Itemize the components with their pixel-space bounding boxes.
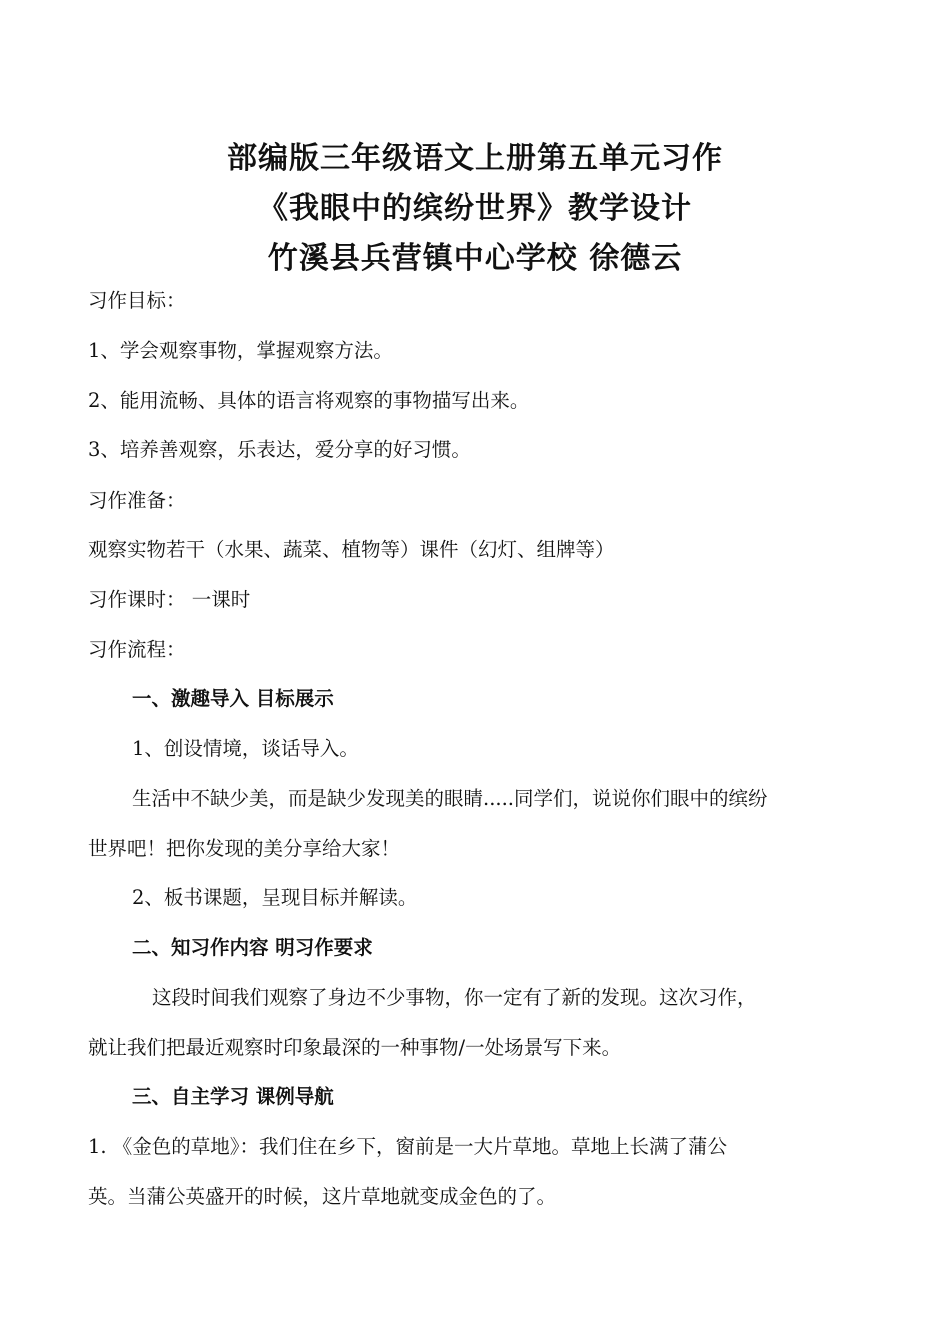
- prep-text: 观察实物若干（水果、蔬菜、植物等）课件（幻灯、组牌等）: [88, 538, 615, 561]
- section-2-heading: 二、知习作内容 明习作要求: [132, 936, 373, 959]
- title-line-3: 竹溪县兵营镇中心学校 徐德云: [267, 241, 683, 276]
- section-3-paragraph-line-1: 1. 《金色的草地》：我们住在乡下，窗前是一大片草地。草地上长满了蒲公: [88, 1135, 728, 1158]
- section-1-paragraph-line-1: 生活中不缺少美，而是缺少发现美的眼睛.....同学们，说说你们眼中的缤纷: [132, 787, 768, 810]
- section-1-step-2: 2、板书课题，呈现目标并解读。: [132, 886, 418, 909]
- goals-heading: 习作目标：: [88, 289, 186, 312]
- section-1-heading: 一、激趣导入 目标展示: [132, 687, 334, 710]
- goal-item-3: 3、培养善观察，乐表达，爱分享的好习惯。: [88, 438, 471, 461]
- section-1-step-1: 1、创设情境，谈话导入。: [132, 737, 359, 760]
- goal-item-2: 2、能用流畅、具体的语言将观察的事物描写出来。: [88, 389, 530, 412]
- section-1-paragraph-line-2: 世界吧！把你发现的美分享给大家！: [88, 837, 401, 860]
- prep-heading: 习作准备：: [88, 489, 186, 512]
- title-line-1: 部编版三年级语文上册第五单元习作: [227, 141, 723, 176]
- section-3-heading: 三、自主学习 课例导航: [132, 1085, 334, 1108]
- goal-item-1: 1、学会观察事物，掌握观察方法。: [88, 339, 393, 362]
- process-heading: 习作流程：: [88, 638, 186, 661]
- title-line-2: 《我眼中的缤纷世界》教学设计: [258, 191, 692, 226]
- section-2-paragraph-line-1: 这段时间我们观察了身边不少事物，你一定有了新的发现。这次习作，: [152, 986, 757, 1009]
- lesson-time: 习作课时： 一课时: [88, 588, 251, 611]
- section-2-paragraph-line-2: 就让我们把最近观察时印象最深的一种事物/一处场景写下来。: [88, 1036, 622, 1059]
- section-3-paragraph-line-2: 英。当蒲公英盛开的时候，这片草地就变成金色的了。: [88, 1185, 557, 1208]
